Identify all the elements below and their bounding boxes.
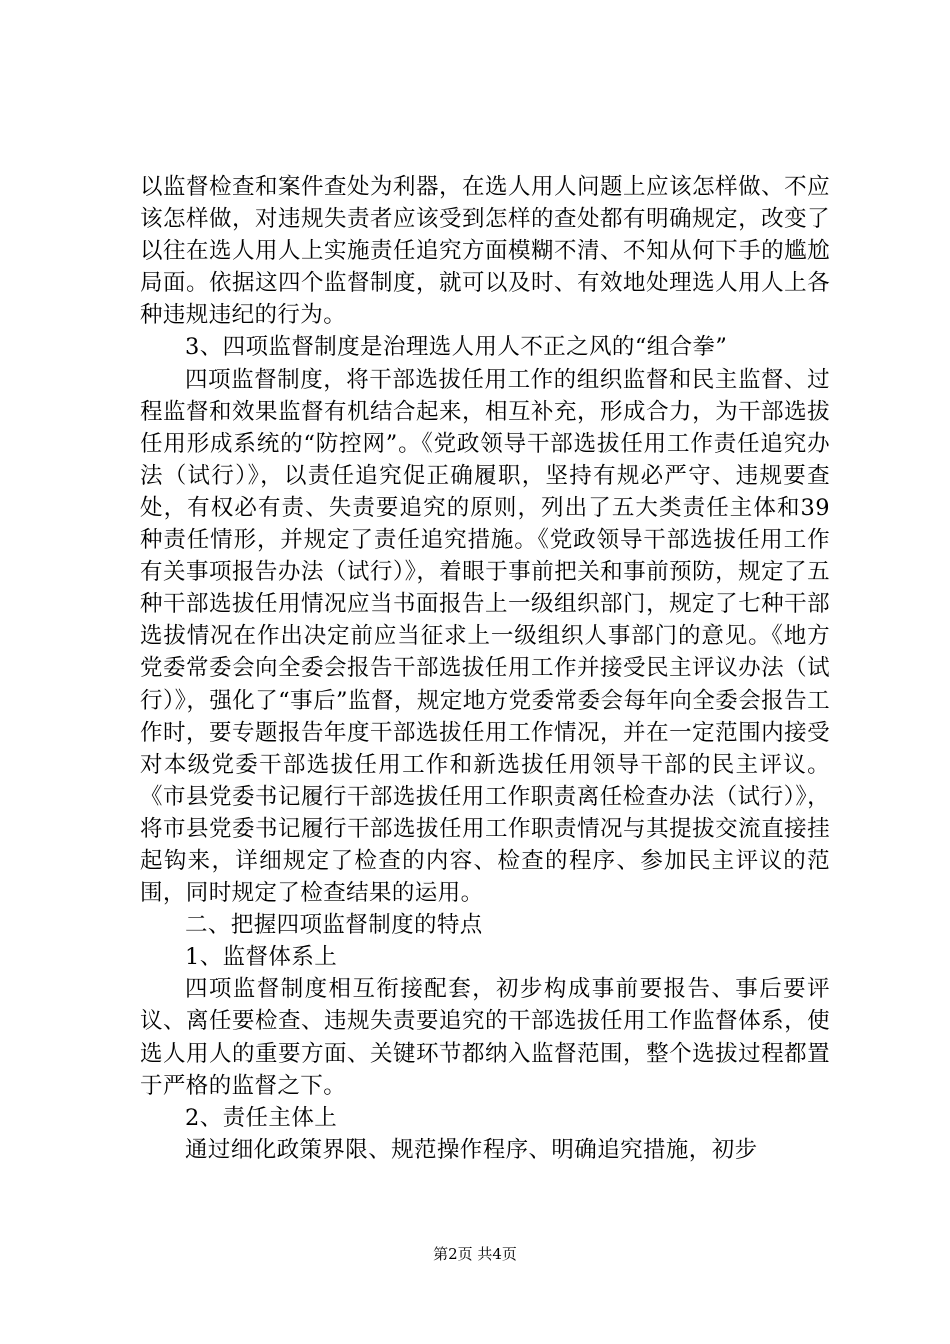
paragraph-4: 通过细化政策界限、规范操作程序、明确追究措施，初步 (185, 1136, 758, 1163)
body-text (140, 171, 830, 1166)
paragraph-3: 四项监督制度相互衔接配套，初步构成事前要报告、事后要评议、离任要检查、违规失责要追究的干部选拔任用工作监督体系，使选人用人的重要方面、关键环节都纳入监督范围，整个选拔过程都置于严格的监督之下。 (140, 976, 830, 1099)
page-number: 第2页 共4页 (433, 1245, 517, 1263)
subheading-3: 3、四项监督制度是治理选人用人不正之风的“组合拳” (185, 334, 728, 361)
paragraph-1: 以监督检查和案件查处为利器，在选人用人问题上应该怎样做、不应该怎样做，对违规失责者应该受到怎样的查处都有明确规定，改变了以往在选人用人上实施责任追究方面模糊不清、不知从何下手的尴尬局面。依据这四个监督制度，就可以及时、有效地处理选人用人上各种违规违纪的行为。 (140, 174, 830, 329)
paragraph-2: 四项监督制度，将干部选拔任用工作的组织监督和民主监督、过程监督和效果监督有机结合起来，相互补充，形成合力，为干部选拔任用形成系统的“防控网”。《党政领导干部选拔任用工作责任追究办法（试行）》，以责任追究促正确履职，坚持有规必严守、违规要查处，有权必有责、失责要追究的原则，列出了五大类责任主体和39种责任情形，并规定了责任追究措施。《党政领导干部选拔任用工作有关事项报告办法（试行）》，着眼于事前把关和事前预防，规定了五种干部选拔任用情况应当书面报告上一级组织部门，规定了七种干部选拔情况在作出决定前应当征求上一级组织人事部门的意见。《地方党委常委会向全委会报告干部选拔任用工作并接受民主评议办法（试行）》，强化了“事后”监督，规定地方党委常委会每年向全委会报告工作时，要专题报告年度干部选拔任用工作情况，并在一定范围内接受对本级党委干部选拔任用工作和新选拔任用领导干部的民主评议。《市县党委书记履行干部选拔任用工作职责离任检查办法（试行）》，将市县党委书记履行干部选拔任用工作职责情况与其提拔交流直接挂起钩来，详细规定了检查的内容、检查的程序、参加民主评议的范围，同时规定了检查结果的运用。 (140, 366, 830, 907)
subheading-2: 2、责任主体上 (185, 1104, 338, 1131)
subheading-1: 1、监督体系上 (185, 944, 338, 971)
section-heading-2: 二、把握四项监督制度的特点 (185, 912, 483, 939)
page-footer (0, 1244, 950, 1264)
